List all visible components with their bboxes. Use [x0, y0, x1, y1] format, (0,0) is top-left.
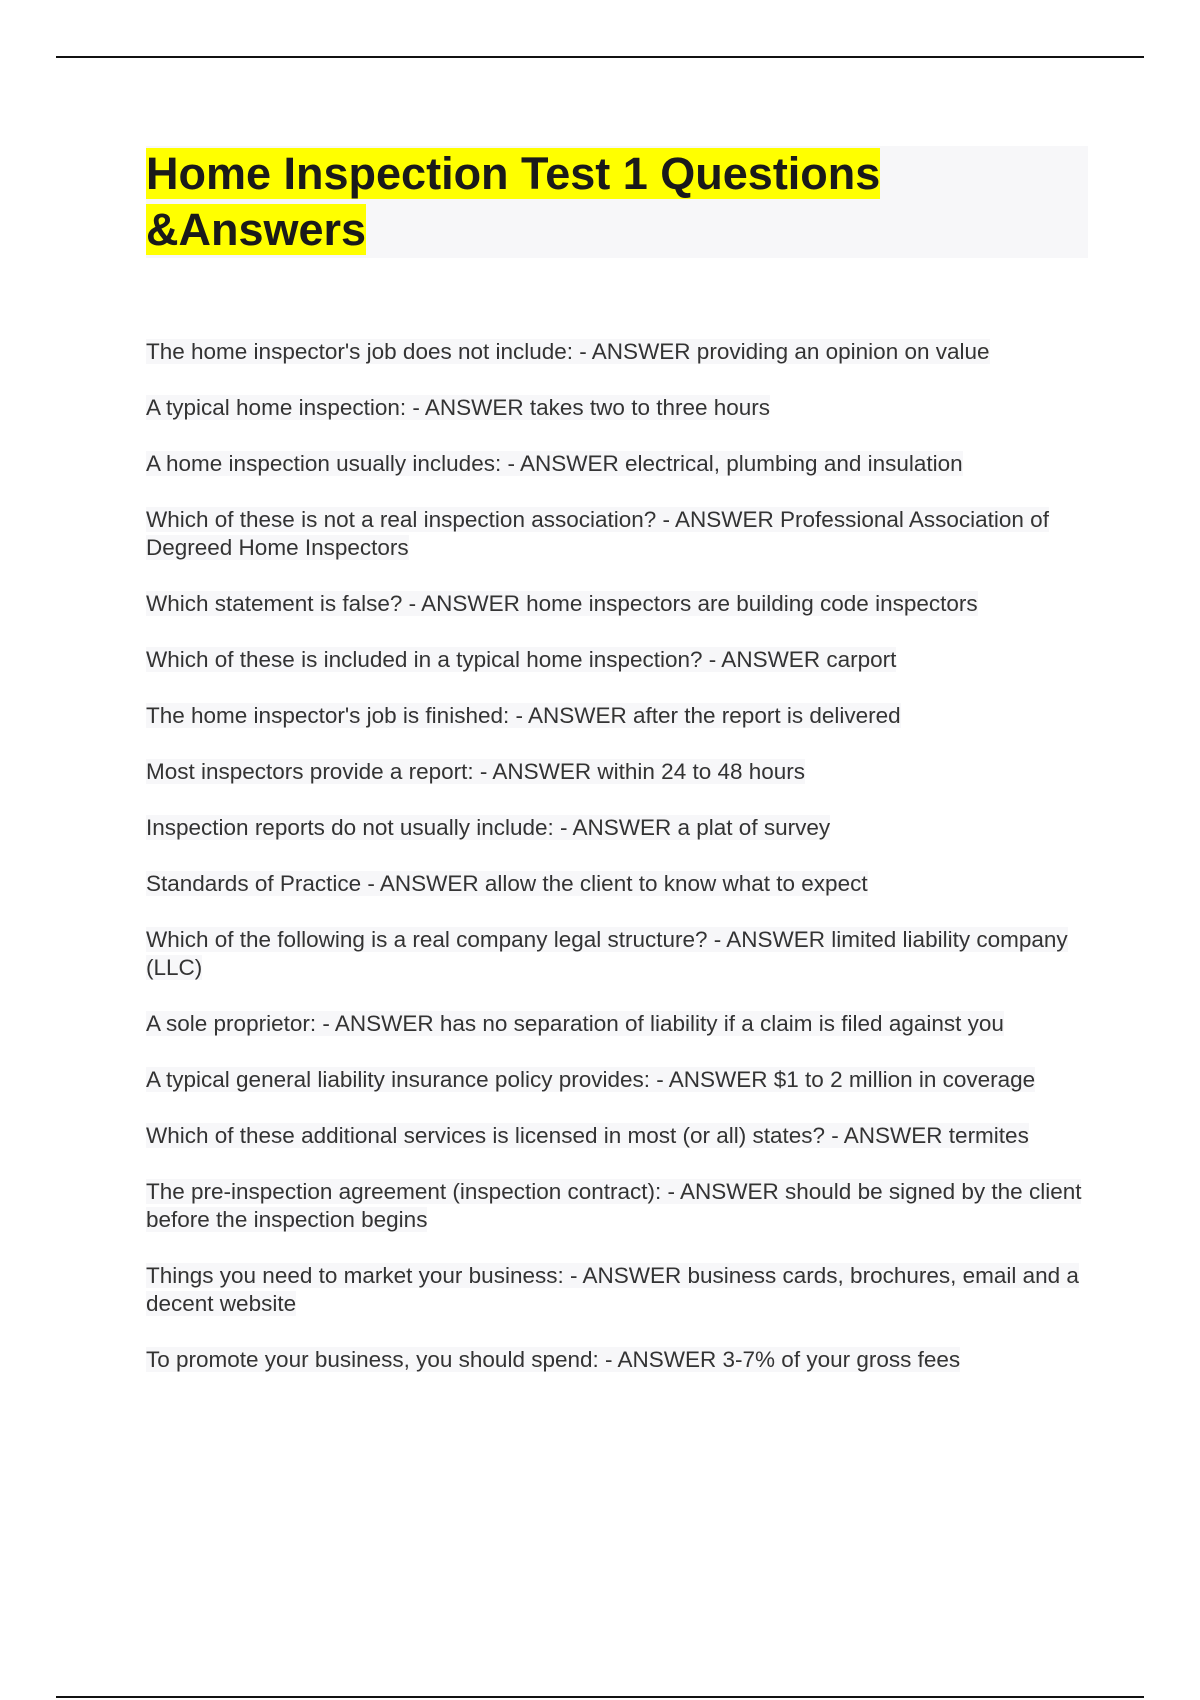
- qa-item: [146, 814, 1092, 842]
- qa-list: [146, 338, 1092, 1402]
- qa-text: Which statement is false? - ANSWER home inspectors are building code inspectors: [146, 591, 978, 616]
- qa-item: [146, 1178, 1092, 1234]
- qa-item: [146, 926, 1092, 982]
- qa-text: A home inspection usually includes: - ANSWER electrical, plumbing and insulation: [146, 451, 963, 476]
- qa-text: Inspection reports do not usually include: - ANSWER a plat of survey: [146, 815, 831, 840]
- qa-text: A typical general liability insurance policy provides: - ANSWER $1 to 2 million in coverage: [146, 1067, 1036, 1092]
- qa-item: [146, 870, 1092, 898]
- qa-text: Which of these is not a real inspection association? - ANSWER Professional Association of Degreed Home Inspectors: [146, 507, 1049, 560]
- qa-item: [146, 450, 1092, 478]
- qa-text: The pre-inspection agreement (inspection contract): - ANSWER should be signed by the client before the inspection begins: [146, 1179, 1082, 1232]
- qa-text: The home inspector's job does not include: - ANSWER providing an opinion on value: [146, 339, 990, 364]
- qa-text: Standards of Practice - ANSWER allow the client to know what to expect: [146, 871, 868, 896]
- qa-item: [146, 646, 1092, 674]
- qa-item: [146, 338, 1092, 366]
- qa-item: [146, 1010, 1092, 1038]
- page-title: [146, 146, 1088, 258]
- qa-item: [146, 1066, 1092, 1094]
- header-rule: [56, 56, 1144, 58]
- qa-item: [146, 758, 1092, 786]
- qa-item: [146, 1346, 1092, 1374]
- qa-text: The home inspector's job is finished: - ANSWER after the report is delivered: [146, 703, 901, 728]
- qa-text: Things you need to market your business: - ANSWER business cards, brochures, email and a decent website: [146, 1263, 1079, 1316]
- qa-text: Which of these is included in a typical home inspection? - ANSWER carport: [146, 647, 897, 672]
- qa-text: Most inspectors provide a report: - ANSWER within 24 to 48 hours: [146, 759, 806, 784]
- qa-text: Which of these additional services is licensed in most (or all) states? - ANSWER termites: [146, 1123, 1029, 1148]
- qa-item: [146, 1122, 1092, 1150]
- qa-text: Which of the following is a real company legal structure? - ANSWER limited liability company (LLC): [146, 927, 1068, 980]
- qa-item: [146, 394, 1092, 422]
- title-line-2: &Answers: [146, 204, 367, 255]
- qa-text: To promote your business, you should spend: - ANSWER 3-7% of your gross fees: [146, 1347, 961, 1372]
- title-line-1: Home Inspection Test 1 Questions: [146, 148, 881, 199]
- qa-item: [146, 506, 1092, 562]
- footer-rule: [56, 1696, 1144, 1698]
- qa-text: A typical home inspection: - ANSWER takes two to three hours: [146, 395, 771, 420]
- qa-text: A sole proprietor: - ANSWER has no separation of liability if a claim is filed against you: [146, 1011, 1004, 1036]
- qa-item: [146, 702, 1092, 730]
- qa-item: [146, 1262, 1092, 1318]
- qa-item: [146, 590, 1092, 618]
- title-block: [146, 146, 1088, 258]
